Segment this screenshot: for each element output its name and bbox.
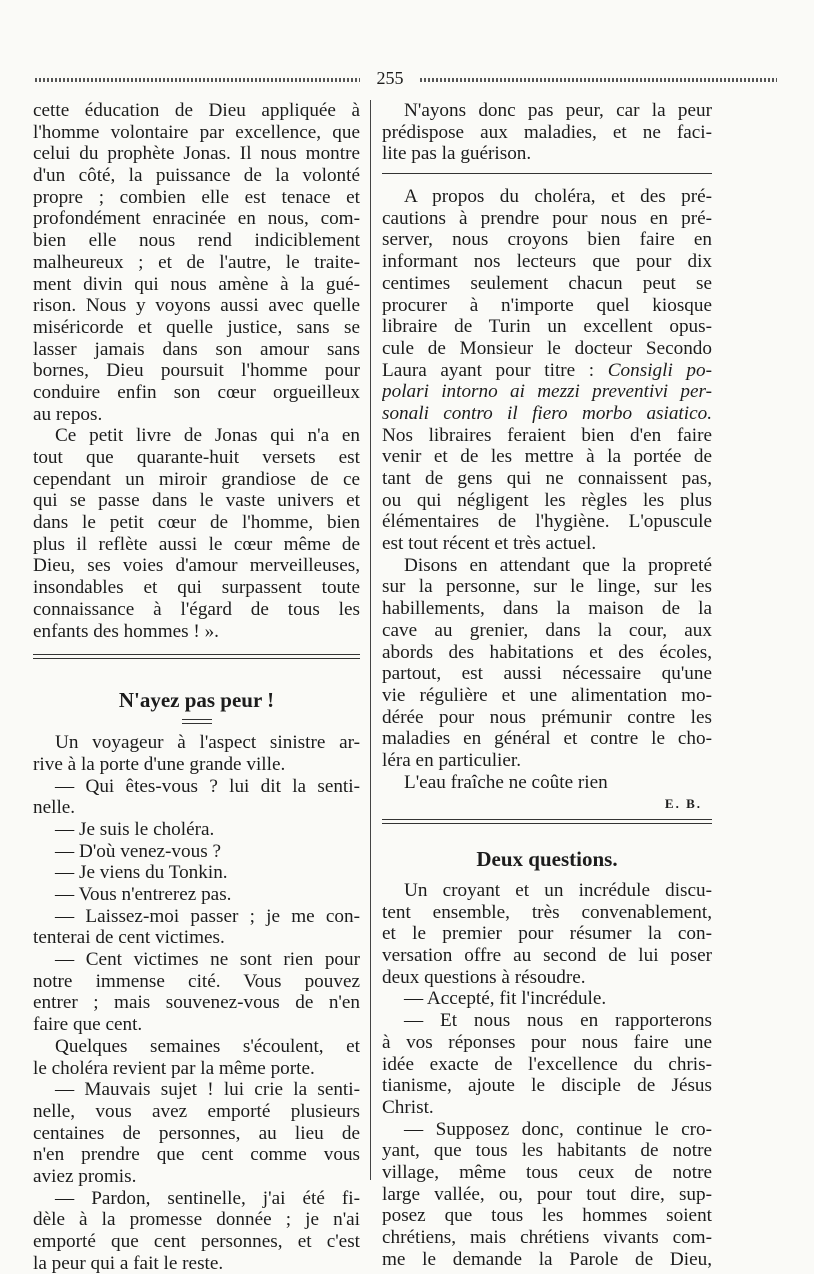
text-line: est tout récent et très actuel. <box>382 533 597 555</box>
text-line: — Qui êtes-vous ? lui dit la senti- <box>55 775 360 797</box>
text-line: Christ. <box>382 1096 434 1118</box>
page-number: 255 <box>376 68 404 88</box>
deux-questions-text <box>382 880 712 1270</box>
cholera-paragraph <box>382 186 712 555</box>
text-line: Ce petit livre de Jonas qui n'a en <box>55 425 360 447</box>
text-line: dérée pour nous prémunir contre les <box>382 706 712 728</box>
text-line: yant, que tous les habitants de notre <box>382 1140 712 1162</box>
text-line: ou qui négligent les règles les plus <box>382 489 712 511</box>
text-line: Laura ayant pour titre : Consigli po- <box>382 359 712 381</box>
text-line: large vallée, ou, pour tout dire, sup- <box>382 1183 712 1205</box>
text-line: nelle, vous avez emporté plusieurs <box>33 1100 360 1122</box>
text-line: n'en prendre que cent comme vous <box>33 1144 360 1166</box>
text-line: enfants des hommes ! ». <box>33 620 219 642</box>
text-line: emporté que cent personnes, et c'est <box>33 1231 360 1252</box>
text-line: cependant un miroir grandiose de ce <box>33 468 360 490</box>
article-title-deux-questions: Deux questions. <box>476 847 618 872</box>
text-line: village, même tous ceux de notre <box>382 1161 712 1183</box>
text-line: venir et de les mettre à la portée de <box>382 446 712 468</box>
text-line: léra en particulier. <box>382 749 522 771</box>
header-ornament-right <box>420 78 777 82</box>
text-line: Un croyant et un incrédule discu- <box>404 880 712 902</box>
signature: E. B. <box>664 796 702 812</box>
text-line: le choléra revient par la même porte. <box>33 1057 315 1079</box>
text-line: tout que quarante-huit versets est <box>33 447 360 468</box>
jonas-paragraph-end <box>33 100 360 425</box>
text-line: propre ; combien elle est tenace et <box>33 186 360 208</box>
text-line: posez que tous les hommes soient <box>382 1205 712 1227</box>
text-line: cautions à prendre pour nous en pré- <box>382 207 712 229</box>
text-line: sur la personne, sur le linge, sur les <box>382 576 712 598</box>
text-line: — Supposez donc, continue le cro- <box>404 1118 712 1140</box>
text-line: server, nous croyons bien faire en <box>382 229 712 251</box>
text-line: bornes, Dieu poursuit l'homme pour <box>33 360 360 382</box>
text-line: L'eau fraîche ne coûte rien <box>404 771 608 793</box>
text-line: aviez promis. <box>33 1165 137 1187</box>
text-line: dèle à la promesse donnée ; je n'ai <box>33 1209 360 1231</box>
text-line: conduire enfin son cœur orgueilleux <box>33 381 360 403</box>
text-line: — Je viens du Tonkin. <box>55 862 228 884</box>
text-line: habillements, dans la maison de la <box>382 598 712 620</box>
header-ornament-left <box>35 78 360 82</box>
text-line: et le premier pour résumer la con- <box>382 923 712 945</box>
text-line: ment divin qui nous amène à la gué- <box>33 273 360 295</box>
text-line: Nos libraires feraient bien d'en faire <box>382 424 712 446</box>
article-title-nayez-pas-peur: N'ayez pas peur ! <box>118 688 275 713</box>
story-text <box>33 732 360 1274</box>
text-line: informant nos lecteurs que pour dix <box>382 251 712 273</box>
text-line: lite pas la guérison. <box>382 143 532 165</box>
text-line: dans le petit cœur de l'homme, bien <box>33 512 360 534</box>
text-line: me le demande la Parole de Dieu, <box>382 1248 712 1270</box>
text-line: tent ensemble, très convenablement, <box>382 901 712 923</box>
text-line: — Accepté, fit l'incrédule. <box>404 988 607 1010</box>
text-line: vie régulière et une alimentation mo- <box>382 684 712 706</box>
text-line: cette éducation de Dieu appliquée à <box>33 100 360 121</box>
italic-book-title: Consigli po- <box>607 359 712 381</box>
text-line: — Cent victimes ne sont rien pour <box>55 949 360 971</box>
left-column <box>33 100 360 1274</box>
text-line: prédispose aux maladies, et ne faci- <box>382 121 712 143</box>
text-line: cave au grenier, dans la cour, aux <box>382 619 712 641</box>
jonas-paragraph-2 <box>33 425 360 642</box>
text-line: sonali contro il fiero morbo asiatico. <box>382 402 712 424</box>
text-line: partout, est aussi nécessaire qu'une <box>382 663 712 685</box>
text-line: — Pardon, sentinelle, j'ai été fi- <box>55 1187 360 1209</box>
text-line: à vos réponses pour nous faire une <box>382 1031 712 1053</box>
text-line: Un voyageur à l'aspect sinistre ar- <box>55 732 360 754</box>
text-line: connaissance à l'égard de tous les <box>33 598 360 620</box>
text-line: — Et nous nous en rapporterons <box>404 1010 712 1032</box>
text-line: centimes seulement chacun peut se <box>382 272 712 294</box>
text-line: deux questions à résoudre. <box>382 966 586 988</box>
text-line: versation offre au second de lui poser <box>382 945 712 967</box>
text-line: — Je suis le choléra. <box>55 818 215 840</box>
text-line: chrétiens, mais chrétiens vivants com- <box>382 1227 712 1249</box>
text-line: centaines de personnes, au lieu de <box>33 1122 360 1144</box>
text-line: entrer ; mais souvenez-vous de n'en <box>33 992 360 1014</box>
text-line: — Vous n'entrerez pas. <box>55 884 232 905</box>
text-line: N'ayons donc pas peur, car la peur <box>404 100 712 121</box>
text-line: A propos du choléra, et des pré- <box>404 186 712 208</box>
text-line: l'homme volontaire par excellence, que <box>33 121 360 143</box>
text-line: faire que cent. <box>33 1014 143 1036</box>
text-line: miséricorde et quelle justice, sans se <box>33 316 360 338</box>
text-line: — Laissez-moi passer ; je me con- <box>55 905 360 927</box>
text-line: — Mauvais sujet ! lui crie la senti- <box>55 1079 360 1101</box>
text-line: abords des habitations et des écoles, <box>382 641 712 663</box>
text-line: nelle. <box>33 797 76 819</box>
text-line: lasser jamais dans son amour sans <box>33 338 360 360</box>
text-line: polari intorno ai mezzi preventivi per- <box>382 381 712 403</box>
text-line: malheureux ; et de l'autre, le traite- <box>33 251 360 273</box>
text-line: profondément enracinée en nous, com- <box>33 208 360 230</box>
text-line: tianisme, ajoute le disciple de Jésus <box>382 1075 712 1097</box>
text-line: bien elle nous rend indiciblement <box>33 230 360 252</box>
text-line: plus il reflète aussi le cœur même de <box>33 533 360 555</box>
text-line: Quelques semaines s'écoulent, et <box>55 1035 360 1057</box>
text-line: insondables et qui surpassent toute <box>33 577 360 599</box>
text-line: au repos. <box>33 403 103 425</box>
text-line: Disons en attendant que la propreté <box>404 554 712 576</box>
text-line: rison. Nous y voyons aussi avec quelle <box>33 295 360 317</box>
text-line: libraire de Turin un excellent opus- <box>382 316 712 338</box>
proprete-paragraph <box>382 555 712 794</box>
text-line: Dieu, ses voies d'amour merveilleuses, <box>33 555 360 577</box>
column-divider <box>370 100 371 1180</box>
text-line: d'un côté, la puissance de la volonté <box>33 165 360 187</box>
text-line: cule de Monsieur le docteur Secondo <box>382 337 712 359</box>
text-line: qui se passe dans le vaste univers et <box>33 490 360 512</box>
text-line: la peur qui a fait le reste. <box>33 1252 224 1274</box>
text-line: élémentaires de l'hygiène. L'opuscule <box>382 511 712 533</box>
text-line: rive à la porte d'une grande ville. <box>33 753 286 775</box>
text-line: — D'où venez-vous ? <box>55 840 221 862</box>
text-line: tant de gens qui ne connaissent pas, <box>382 468 712 489</box>
page-header <box>35 68 777 92</box>
text-line: celui du prophète Jonas. Il nous montre <box>33 143 360 165</box>
text-line: notre immense cité. Vous pouvez <box>33 970 360 992</box>
nayons-paragraph <box>382 100 712 165</box>
text-line: tenterai de cent victimes. <box>33 927 225 949</box>
text-line: maladies en général et contre le cho- <box>382 728 712 750</box>
right-column <box>382 100 712 1270</box>
text-line: idée exacte de l'excellence du chris- <box>382 1053 712 1075</box>
text-line: procurer à n'importe quel kiosque <box>382 294 712 316</box>
